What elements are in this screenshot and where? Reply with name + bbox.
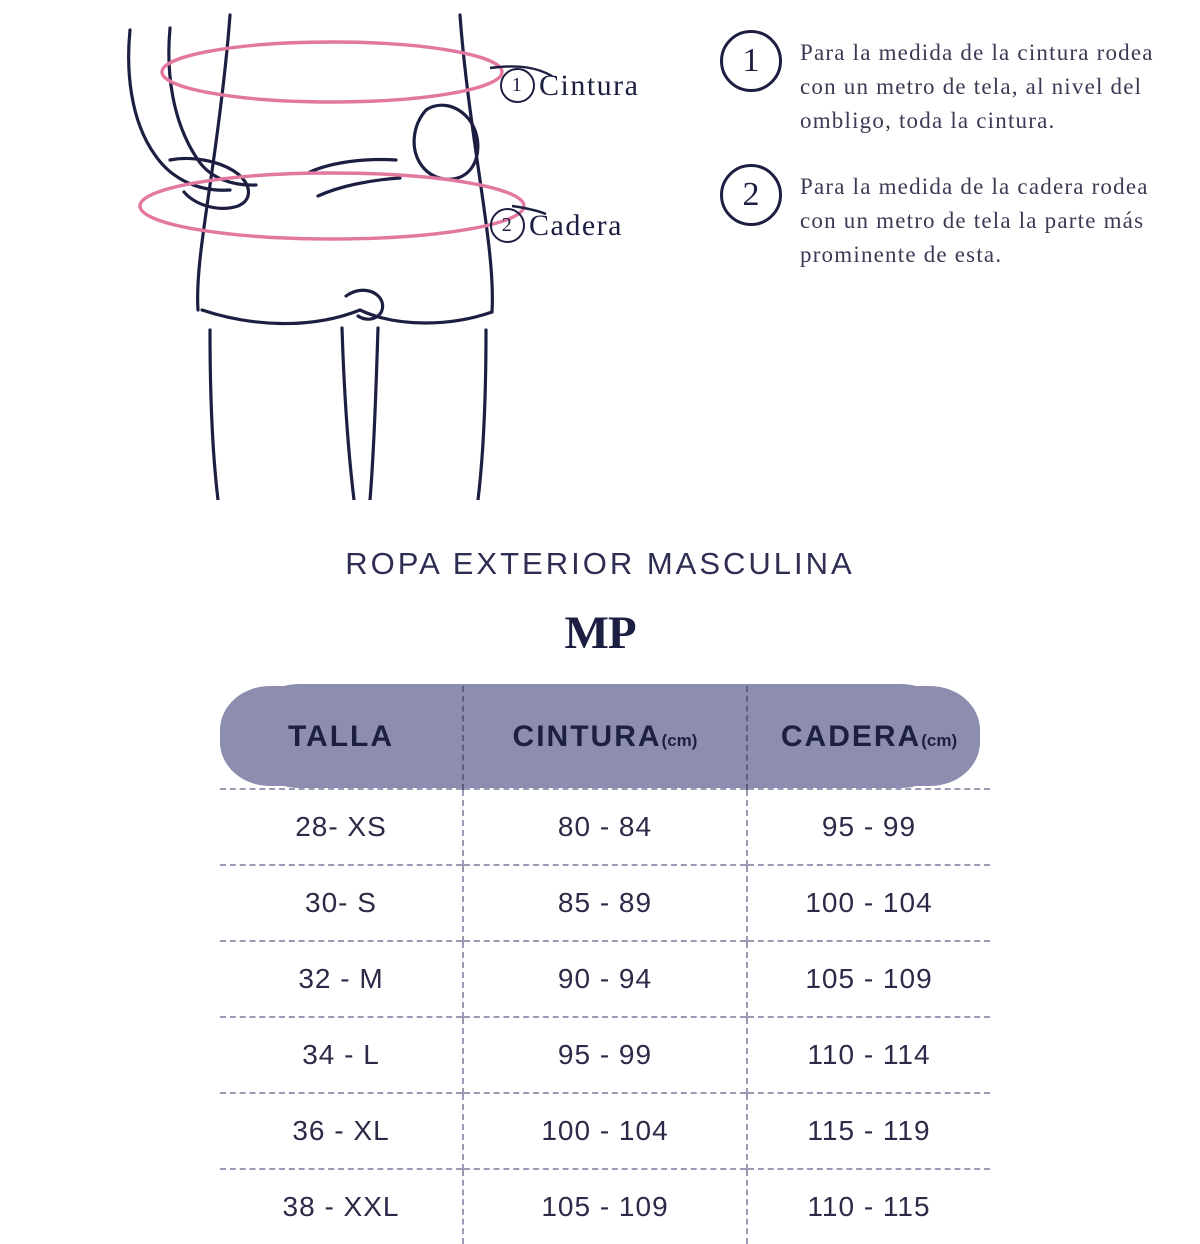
column-header-cadera-label: CADERA — [780, 720, 922, 753]
column-header-cintura-label: CINTURA — [512, 720, 662, 753]
cell-talla: 28- XS — [220, 789, 463, 865]
table-row — [220, 1017, 990, 1093]
callout-cadera — [490, 208, 623, 243]
diagram-section — [0, 0, 1200, 510]
instruction-item — [720, 30, 1160, 138]
instructions-list — [720, 30, 1160, 298]
cell-talla: 32 - M — [220, 941, 463, 1017]
cell-cintura: 105 - 109 — [463, 1169, 747, 1244]
cell-cadera: 95 - 99 — [747, 789, 990, 865]
column-header-talla-label: TALLA — [287, 720, 395, 753]
cell-cintura: 95 - 99 — [463, 1017, 747, 1093]
cell-cadera: 110 - 114 — [747, 1017, 990, 1093]
cell-cadera: 110 - 115 — [747, 1169, 990, 1244]
table-row — [220, 941, 990, 1017]
cell-cintura: 100 - 104 — [463, 1093, 747, 1169]
size-table — [220, 686, 990, 1244]
cell-cadera: 100 - 104 — [747, 865, 990, 941]
cell-talla: 38 - XXL — [220, 1169, 463, 1244]
cell-talla: 34 - L — [220, 1017, 463, 1093]
column-header-talla — [220, 686, 463, 789]
callout-cintura-label: Cintura — [539, 68, 640, 102]
table-row — [220, 789, 990, 865]
instruction-number-1-icon: 1 — [720, 30, 782, 92]
cell-cintura: 85 - 89 — [463, 865, 747, 941]
cell-cintura: 90 - 94 — [463, 941, 747, 1017]
table-row — [220, 1093, 990, 1169]
instruction-text: Para la medida de la cadera rodea con un metro de tela la parte más prominente de esta. — [800, 174, 1149, 267]
size-table-section — [0, 546, 1200, 1244]
instruction-item — [720, 164, 1160, 272]
instruction-number-2-icon: 2 — [720, 164, 782, 226]
table-row — [220, 865, 990, 941]
callout-number-1-icon: 1 — [500, 68, 535, 103]
brand-logo: MP — [564, 607, 636, 659]
column-header-cadera — [747, 686, 990, 789]
size-table-wrap — [220, 686, 980, 1244]
cell-cintura: 80 - 84 — [463, 789, 747, 865]
column-header-cintura-unit: (cm) — [661, 731, 698, 750]
table-header-row — [220, 686, 990, 789]
cell-cadera: 115 - 119 — [747, 1093, 990, 1169]
cell-talla: 30- S — [220, 865, 463, 941]
callout-cadera-label: Cadera — [529, 208, 623, 242]
table-row — [220, 1169, 990, 1244]
callout-cintura — [500, 68, 640, 103]
instruction-text: Para la medida de la cintura rodea con un metro de tela, al nivel del ombligo, toda la cintura. — [800, 40, 1154, 133]
hip-measure-line — [140, 173, 524, 239]
waist-measure-line — [162, 42, 502, 102]
cell-talla: 36 - XL — [220, 1093, 463, 1169]
cell-cadera: 105 - 109 — [747, 941, 990, 1017]
column-header-cintura — [463, 686, 747, 789]
page-title: ROPA EXTERIOR MASCULINA — [345, 546, 855, 581]
column-header-cadera-unit: (cm) — [921, 731, 958, 750]
callout-number-2-icon: 2 — [490, 208, 525, 243]
